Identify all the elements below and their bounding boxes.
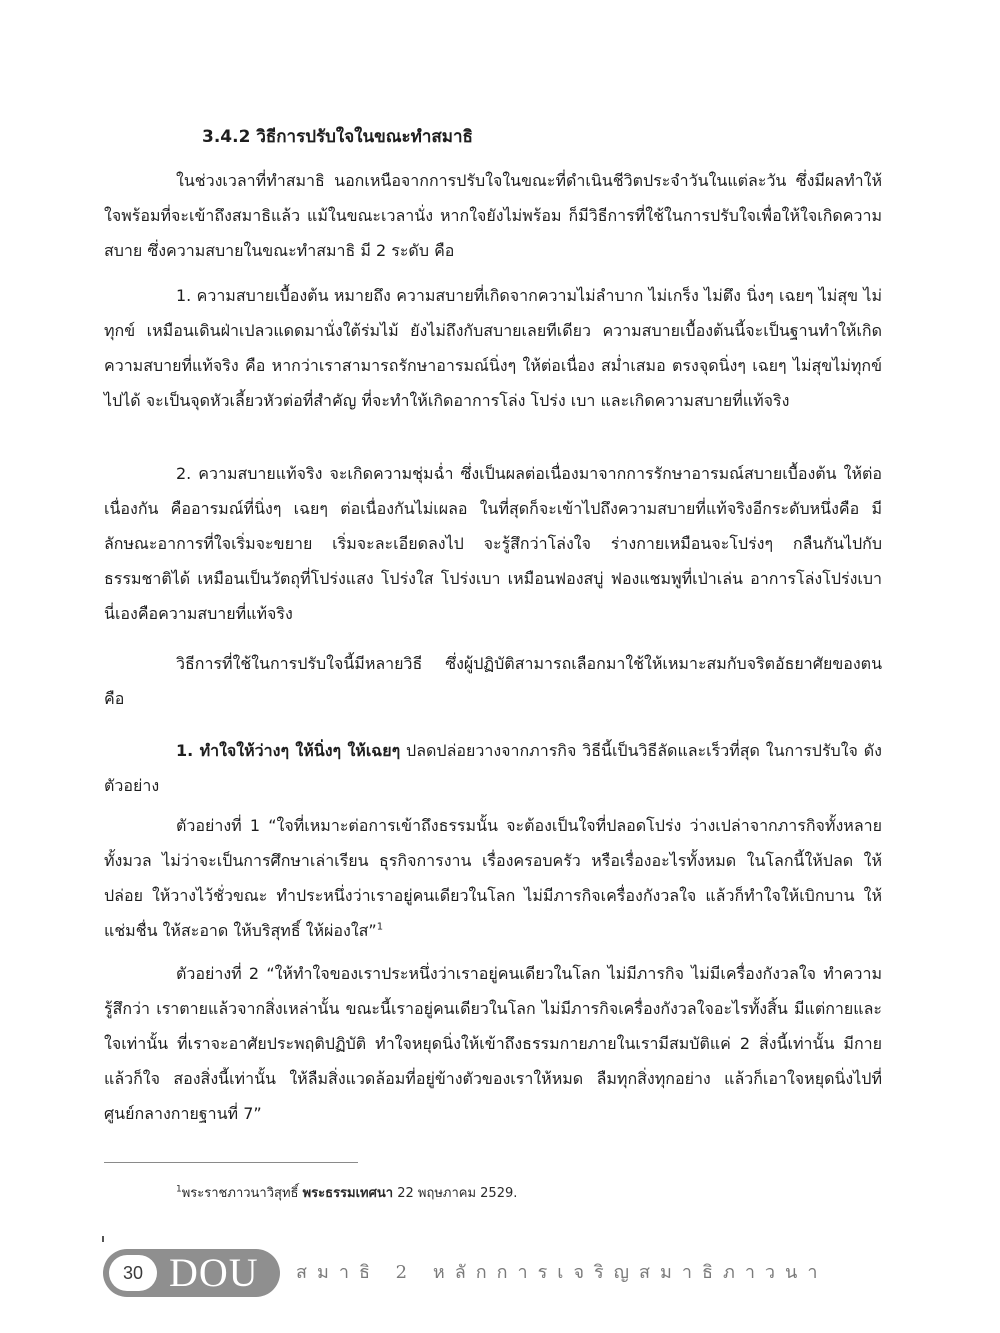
paragraph-basic-comfort: 1. ความสบายเบื้องต้น หมายถึง ความสบายที่เกิดจากความไม่ลำบาก ไม่เกร็ง ไม่ตึง นิ่งๆ เฉยๆ ไม่สุข ไม่ทุกข์ เหมือนเดินฝ่าเปลวแดดมานั่งใต้ร่มไม้ ยังไม่ถึงกับสบายเลยทีเดียว ความสบายเบื้องต้นนี้จะเป็นฐานทำให้เกิดความสบายที่แท้จริง คือ หากว่าเราสามารถรักษาอารมณ์นิ่งๆ ให้ต่อเนื่อง สม่ำเสมอ ตรงจุดนิ่งๆ เฉยๆ ไม่สุขไม่ทุกข์ไปได้ จะเป็นจุดหัวเลี้ยวหัวต่อที่สำคัญ ที่จะทำให้เกิดอาการโล่ง โปร่ง เบา และเกิดความสบายที่แท้จริง — [104, 286, 883, 410]
margin-mark — [102, 1236, 104, 1242]
paragraph-example-1 — [104, 808, 882, 948]
footnote-author: พระราชภาวนาวิสุทธิ์ — [181, 1186, 303, 1201]
footnote — [176, 1184, 517, 1204]
footnote-reference[interactable]: 1 — [376, 921, 384, 933]
footnote-date: 22 พฤษภาคม 2529. — [393, 1186, 518, 1201]
dou-logo: DOU — [169, 1250, 259, 1295]
footnote-title: พระธรรมเทศนา — [302, 1186, 394, 1201]
method-1-title: 1. ทำใจให้ว่างๆ ให้นิ่งๆ ให้เฉยๆ — [176, 741, 401, 760]
example-1-text: ตัวอย่างที่ 1 “ใจที่เหมาะต่อการเข้าถึงธรรมนั้น จะต้องเป็นใจที่ปลอดโปร่ง ว่างเปล่าจากภารกิจทั้งหลายทั้งมวล ไม่ว่าจะเป็นการศึกษาเล่าเรียน ธุรกิจการงาน เรื่องครอบครัว หรือเรื่องอะไรทั้งหมด ในโลกนี้ให้ปลด ให้ปล่อย ให้วางไว้ชั่วขณะ ทำประหนึ่งว่าเราอยู่คนเดียวในโลก ไม่มีภารกิจเครื่องกังวลใจ แล้วก็ทำใจให้เบิกบาน ให้แช่มชื่น ให้สะอาด ให้บริสุทธิ์ ให้ผ่องใส” — [104, 816, 882, 940]
page-number: 30 — [109, 1255, 157, 1291]
paragraph-true-comfort: 2. ความสบายแท้จริง จะเกิดความชุ่มฉ่ำ ซึ่งเป็นผลต่อเนื่องมาจากการรักษาอารมณ์สบายเบื้องต้น ให้ต่อเนื่องกัน คืออารมณ์ที่นิ่งๆ เฉยๆ ต่อเนื่องกันไม่เผลอ ในที่สุดก็จะเข้าไปถึงความสบายที่แท้จริงอีกระดับหนึ่งคือ มีลักษณะอาการที่ใจเริ่มจะขยาย เริ่มจะละเอียดลงไป จะรู้สึกว่าโล่งใจ ร่างกายเหมือนจะโปร่งๆ กลืนกันไปกับธรรมชาติได้ เหมือนเป็นวัตถุที่โปร่งแสง โปร่งใส โปร่งเบา เหมือนฟองสบู่ ฟองแชมพูที่เป่าเล่น อาการโล่งโปร่งเบา นี่เองคือความสบายที่แท้จริง — [104, 464, 882, 623]
footer-book-title: สมาธิ 2 หลักการเจริญสมาธิภาวนา — [296, 1262, 828, 1283]
footer-badge — [103, 1249, 280, 1297]
method-1-body: ปลดปล่อยวางจากภารกิจ วิธีนี้เป็นวิธีลัดและเร็วที่สุด ในการปรับใจ ดังตัวอย่าง — [104, 741, 882, 795]
paragraph-method-1 — [104, 733, 882, 803]
paragraph-intro: ในช่วงเวลาที่ทำสมาธิ นอกเหนือจากการปรับใจในขณะที่ดำเนินชีวิตประจำวันในแต่ละวัน ซึ่งมีผลทำให้ใจพร้อมที่จะเข้าถึงสมาธิแล้ว แม้ในขณะเวลานั่ง หากใจยังไม่พร้อม ก็มีวิธีการที่ใช้ในการปรับใจเพื่อให้ใจเกิดความสบาย ซึ่งความสบายในขณะทำสมาธิ มี 2 ระดับ คือ — [104, 171, 882, 260]
footnote-marker: 1 — [176, 1184, 182, 1195]
paragraph-example-2: ตัวอย่างที่ 2 “ให้ทำใจของเราประหนึ่งว่าเราอยู่คนเดียวในโลก ไม่มีภารกิจ ไม่มีเครื่องกังวลใจ ทำความรู้สึกว่า เราตายแล้วจากสิ่งเหล่านั้น ขณะนี้เราอยู่คนเดียวในโลก ไม่มีภารกิจเครื่องกังวลใจอะไรทั้งสิ้น มีแต่กายและใจเท่านั้น ที่เราจะอาศัยประพฤติปฏิบัติ ทำใจหยุดนิ่งให้เข้าถึงธรรมกายภายในเรามีสมบัติแค่ 2 สิ่งนี้เท่านั้น มีกายแล้วก็ใจ สองสิ่งนี้เท่านั้น ให้ลืมสิ่งแวดล้อมที่อยู่ข้างตัวของเราให้หมด ลืมทุกสิ่งทุกอย่าง แล้วก็เอาใจหยุดนิ่งไปที่ศูนย์กลางกายฐานที่ 7” — [104, 964, 882, 1123]
section-heading: 3.4.2 วิธีการปรับใจในขณะทำสมาธิ — [202, 127, 473, 147]
footnote-divider — [104, 1162, 358, 1163]
paragraph-methods-intro: วิธีการที่ใช้ในการปรับใจนี้มีหลายวิธี ซึ่งผู้ปฏิบัติสามารถเลือกมาใช้ให้เหมาะสมกับจริตอัธยาศัยของตน คือ — [104, 654, 882, 708]
